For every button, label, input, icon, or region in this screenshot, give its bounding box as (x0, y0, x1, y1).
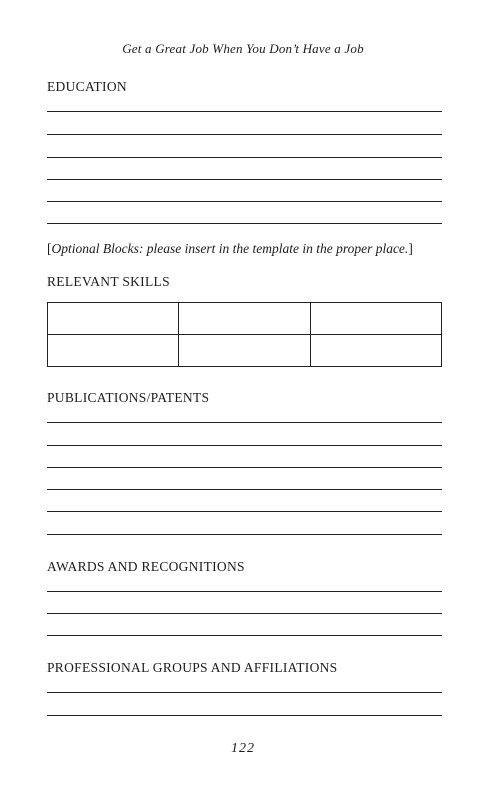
publications-line (47, 489, 442, 490)
awards-line (47, 591, 442, 592)
table-row (48, 335, 442, 367)
note-open-bracket: [ (47, 241, 52, 256)
education-line (47, 157, 442, 158)
skills-cell[interactable] (48, 335, 179, 367)
education-line (47, 223, 442, 224)
table-row (48, 303, 442, 335)
education-line (47, 111, 442, 112)
publications-line (47, 511, 442, 512)
note-text: Optional Blocks: please insert in the template in the proper place. (51, 241, 409, 256)
publications-line (47, 445, 442, 446)
skills-cell[interactable] (179, 303, 310, 335)
professional-groups-line (47, 692, 442, 693)
publications-line (47, 422, 442, 423)
professional-groups-line (47, 715, 442, 716)
education-line (47, 201, 442, 202)
optional-blocks-note (47, 241, 413, 257)
publications-line (47, 534, 442, 535)
skills-table (47, 302, 442, 367)
page-number: 122 (231, 741, 255, 756)
education-heading: EDUCATION (47, 79, 127, 94)
awards-line (47, 635, 442, 636)
running-head: Get a Great Job When You Don’t Have a Job (122, 41, 364, 56)
education-line (47, 179, 442, 180)
professional-groups-heading: PROFESSIONAL GROUPS AND AFFILIATIONS (47, 660, 338, 675)
awards-heading: AWARDS AND RECOGNITIONS (47, 559, 245, 574)
skills-cell[interactable] (310, 303, 441, 335)
skills-cell[interactable] (48, 303, 179, 335)
education-line (47, 134, 442, 135)
publications-heading: PUBLICATIONS/PATENTS (47, 390, 210, 405)
skills-cell[interactable] (179, 335, 310, 367)
note-close-bracket: ] (408, 241, 413, 256)
publications-line (47, 467, 442, 468)
awards-line (47, 613, 442, 614)
skills-cell[interactable] (310, 335, 441, 367)
relevant-skills-heading: RELEVANT SKILLS (47, 274, 170, 289)
